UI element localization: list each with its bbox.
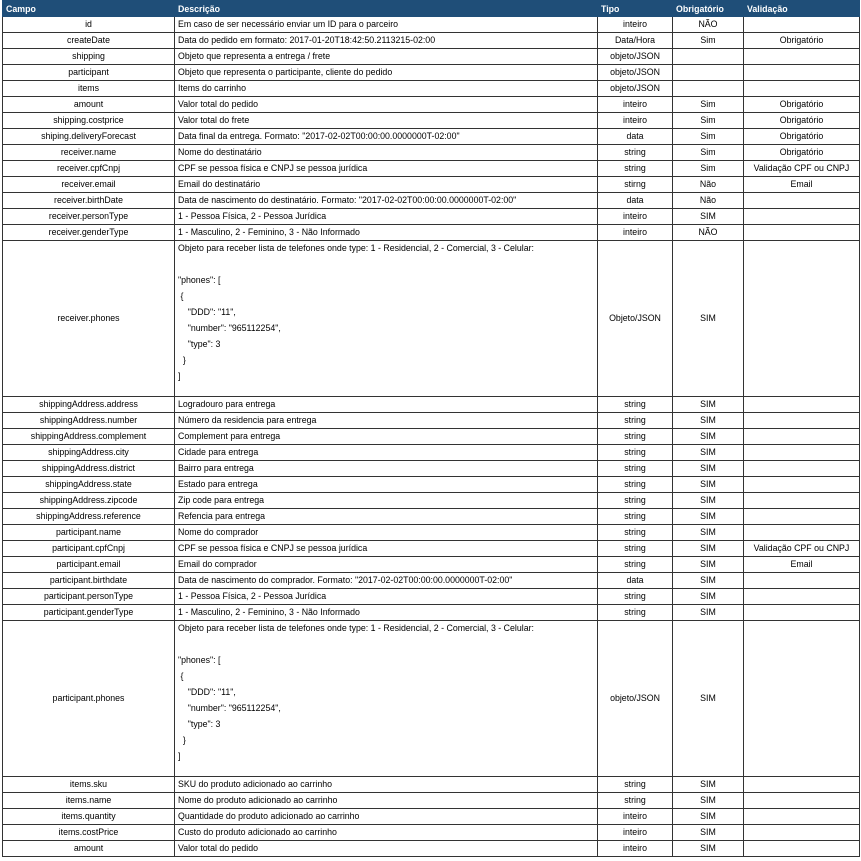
cell-obrigatorio: Sim bbox=[673, 33, 744, 49]
cell-descricao: Logradouro para entrega bbox=[175, 397, 598, 413]
cell-tipo: string bbox=[598, 525, 673, 541]
cell-obrigatorio: SIM bbox=[673, 825, 744, 841]
cell-tipo: objeto/JSON bbox=[598, 81, 673, 97]
table-row bbox=[3, 809, 860, 825]
cell-descricao: Data de nascimento do comprador. Formato: "2017-02-02T00:00:00.0000000T-02:00" bbox=[175, 573, 598, 589]
cell-validacao bbox=[744, 461, 860, 477]
cell-descricao: Complement para entrega bbox=[175, 429, 598, 445]
cell-obrigatorio bbox=[673, 81, 744, 97]
cell-tipo: inteiro bbox=[598, 841, 673, 857]
cell-obrigatorio: SIM bbox=[673, 841, 744, 857]
cell-obrigatorio: SIM bbox=[673, 461, 744, 477]
table-row bbox=[3, 509, 860, 525]
cell-obrigatorio: NÃO bbox=[673, 225, 744, 241]
cell-tipo: string bbox=[598, 541, 673, 557]
table-row bbox=[3, 573, 860, 589]
cell-obrigatorio: SIM bbox=[673, 525, 744, 541]
cell-descricao: Custo do produto adicionado ao carrinho bbox=[175, 825, 598, 841]
cell-descricao: Valor total do pedido bbox=[175, 841, 598, 857]
cell-descricao: Data final da entrega. Formato: "2017-02-02T00:00:00.0000000T-02:00" bbox=[175, 129, 598, 145]
table-row bbox=[3, 605, 860, 621]
cell-obrigatorio: Sim bbox=[673, 145, 744, 161]
cell-descricao: Email do comprador bbox=[175, 557, 598, 573]
cell-obrigatorio: SIM bbox=[673, 209, 744, 225]
cell-descricao: Valor total do pedido bbox=[175, 97, 598, 113]
cell-descricao: Nome do destinatário bbox=[175, 145, 598, 161]
table-row bbox=[3, 225, 860, 241]
cell-obrigatorio: SIM bbox=[673, 493, 744, 509]
cell-tipo: data bbox=[598, 573, 673, 589]
cell-tipo: string bbox=[598, 557, 673, 573]
cell-tipo: string bbox=[598, 161, 673, 177]
table-row bbox=[3, 49, 860, 65]
cell-validacao bbox=[744, 509, 860, 525]
cell-campo: shippingAddress.district bbox=[3, 461, 175, 477]
cell-tipo: inteiro bbox=[598, 809, 673, 825]
table-row bbox=[3, 113, 860, 129]
cell-tipo: data bbox=[598, 193, 673, 209]
table-row bbox=[3, 541, 860, 557]
cell-descricao bbox=[175, 241, 598, 397]
cell-obrigatorio: SIM bbox=[673, 509, 744, 525]
cell-obrigatorio: SIM bbox=[673, 809, 744, 825]
cell-validacao: Email bbox=[744, 557, 860, 573]
cell-validacao bbox=[744, 573, 860, 589]
cell-tipo: string bbox=[598, 509, 673, 525]
cell-obrigatorio: Sim bbox=[673, 129, 744, 145]
cell-descricao: Estado para entrega bbox=[175, 477, 598, 493]
table-row bbox=[3, 621, 860, 777]
cell-tipo: string bbox=[598, 145, 673, 161]
cell-obrigatorio: SIM bbox=[673, 605, 744, 621]
cell-validacao: Validação CPF ou CNPJ bbox=[744, 161, 860, 177]
cell-tipo: objeto/JSON bbox=[598, 49, 673, 65]
cell-obrigatorio: Sim bbox=[673, 113, 744, 129]
cell-validacao: Email bbox=[744, 177, 860, 193]
cell-obrigatorio: SIM bbox=[673, 241, 744, 397]
header-campo: Campo bbox=[3, 1, 175, 17]
table-row bbox=[3, 413, 860, 429]
cell-validacao bbox=[744, 445, 860, 461]
json-example: "phones": [ { "DDD": "11", "number": "965112254", "type": 3 } ] bbox=[178, 275, 281, 381]
cell-obrigatorio: Sim bbox=[673, 97, 744, 113]
cell-tipo: string bbox=[598, 477, 673, 493]
json-example: "phones": [ { "DDD": "11", "number": "965112254", "type": 3 } ] bbox=[178, 655, 281, 761]
cell-tipo: string bbox=[598, 493, 673, 509]
cell-validacao bbox=[744, 525, 860, 541]
cell-tipo: stirng bbox=[598, 177, 673, 193]
cell-descricao: 1 - Masculino, 2 - Feminino, 3 - Não Informado bbox=[175, 225, 598, 241]
cell-validacao bbox=[744, 65, 860, 81]
cell-campo: items bbox=[3, 81, 175, 97]
cell-validacao: Obrigatório bbox=[744, 129, 860, 145]
cell-campo: receiver.phones bbox=[3, 241, 175, 397]
cell-validacao bbox=[744, 493, 860, 509]
cell-campo: participant.phones bbox=[3, 621, 175, 777]
cell-tipo: data bbox=[598, 129, 673, 145]
cell-validacao bbox=[744, 589, 860, 605]
cell-tipo: string bbox=[598, 605, 673, 621]
table-row bbox=[3, 461, 860, 477]
cell-obrigatorio: SIM bbox=[673, 413, 744, 429]
cell-campo: id bbox=[3, 17, 175, 33]
cell-campo: shipping bbox=[3, 49, 175, 65]
table-row bbox=[3, 589, 860, 605]
table-row bbox=[3, 841, 860, 857]
table-row bbox=[3, 397, 860, 413]
cell-tipo: string bbox=[598, 461, 673, 477]
table-row bbox=[3, 129, 860, 145]
cell-campo: createDate bbox=[3, 33, 175, 49]
cell-campo: shippingAddress.address bbox=[3, 397, 175, 413]
table-row bbox=[3, 493, 860, 509]
table-row bbox=[3, 193, 860, 209]
table-row bbox=[3, 793, 860, 809]
cell-campo: receiver.birthDate bbox=[3, 193, 175, 209]
cell-campo: items.sku bbox=[3, 777, 175, 793]
cell-obrigatorio bbox=[673, 65, 744, 81]
cell-descricao: Nome do produto adicionado ao carrinho bbox=[175, 793, 598, 809]
cell-campo: shippingAddress.state bbox=[3, 477, 175, 493]
table-row bbox=[3, 145, 860, 161]
header-tipo: Tipo bbox=[598, 1, 673, 17]
cell-obrigatorio: SIM bbox=[673, 557, 744, 573]
cell-obrigatorio: SIM bbox=[673, 777, 744, 793]
cell-obrigatorio bbox=[673, 49, 744, 65]
cell-validacao bbox=[744, 49, 860, 65]
cell-campo: shippingAddress.complement bbox=[3, 429, 175, 445]
cell-validacao: Obrigatório bbox=[744, 97, 860, 113]
cell-validacao bbox=[744, 777, 860, 793]
table-row bbox=[3, 429, 860, 445]
cell-obrigatorio: NÃO bbox=[673, 17, 744, 33]
header-obrigatorio: Obrigatório bbox=[673, 1, 744, 17]
table-row bbox=[3, 241, 860, 397]
cell-campo: shippingAddress.number bbox=[3, 413, 175, 429]
table-row bbox=[3, 97, 860, 113]
cell-tipo: string bbox=[598, 777, 673, 793]
cell-campo: receiver.genderType bbox=[3, 225, 175, 241]
cell-validacao: Validação CPF ou CNPJ bbox=[744, 541, 860, 557]
cell-campo: participant.name bbox=[3, 525, 175, 541]
cell-descricao: Cidade para entrega bbox=[175, 445, 598, 461]
cell-obrigatorio: SIM bbox=[673, 477, 744, 493]
cell-descricao: SKU do produto adicionado ao carrinho bbox=[175, 777, 598, 793]
cell-obrigatorio: SIM bbox=[673, 541, 744, 557]
cell-descricao: Items do carrinho bbox=[175, 81, 598, 97]
table-row bbox=[3, 477, 860, 493]
cell-validacao bbox=[744, 429, 860, 445]
header-validacao: Validação bbox=[744, 1, 860, 17]
cell-descricao: Em caso de ser necessário enviar um ID para o parceiro bbox=[175, 17, 598, 33]
cell-tipo: string bbox=[598, 429, 673, 445]
cell-obrigatorio: SIM bbox=[673, 397, 744, 413]
cell-tipo: inteiro bbox=[598, 209, 673, 225]
cell-tipo: objeto/JSON bbox=[598, 65, 673, 81]
cell-obrigatorio: Sim bbox=[673, 161, 744, 177]
cell-campo: shipping.costprice bbox=[3, 113, 175, 129]
field-spec-table bbox=[2, 0, 860, 857]
table-row bbox=[3, 445, 860, 461]
cell-campo: participant.cpfCnpj bbox=[3, 541, 175, 557]
cell-campo: amount bbox=[3, 841, 175, 857]
header-descricao: Descrição bbox=[175, 1, 598, 17]
table-row bbox=[3, 161, 860, 177]
cell-validacao bbox=[744, 477, 860, 493]
cell-descricao: Valor total do frete bbox=[175, 113, 598, 129]
cell-tipo: string bbox=[598, 793, 673, 809]
cell-validacao bbox=[744, 793, 860, 809]
cell-descricao: Nome do comprador bbox=[175, 525, 598, 541]
cell-validacao bbox=[744, 225, 860, 241]
cell-obrigatorio: Não bbox=[673, 177, 744, 193]
cell-validacao bbox=[744, 825, 860, 841]
cell-tipo: Objeto/JSON bbox=[598, 241, 673, 397]
cell-descricao bbox=[175, 621, 598, 777]
cell-campo: shippingAddress.reference bbox=[3, 509, 175, 525]
cell-obrigatorio: SIM bbox=[673, 793, 744, 809]
table-row bbox=[3, 177, 860, 193]
cell-descricao: Refencia para entrega bbox=[175, 509, 598, 525]
cell-campo: items.quantity bbox=[3, 809, 175, 825]
cell-campo: shiping.deliveryForecast bbox=[3, 129, 175, 145]
cell-descricao-text: Objeto para receber lista de telefones onde type: 1 - Residencial, 2 - Comercial, 3 - Celular: bbox=[178, 623, 534, 633]
table-row bbox=[3, 777, 860, 793]
cell-descricao: Data de nascimento do destinatário. Formato: "2017-02-02T00:00:00.0000000T-02:00" bbox=[175, 193, 598, 209]
cell-tipo: inteiro bbox=[598, 225, 673, 241]
cell-obrigatorio: SIM bbox=[673, 621, 744, 777]
cell-tipo: inteiro bbox=[598, 113, 673, 129]
cell-tipo: string bbox=[598, 445, 673, 461]
cell-tipo: inteiro bbox=[598, 825, 673, 841]
cell-campo: items.name bbox=[3, 793, 175, 809]
cell-descricao: Quantidade do produto adicionado ao carrinho bbox=[175, 809, 598, 825]
cell-campo: participant.genderType bbox=[3, 605, 175, 621]
cell-campo: receiver.name bbox=[3, 145, 175, 161]
cell-campo: receiver.cpfCnpj bbox=[3, 161, 175, 177]
cell-validacao bbox=[744, 413, 860, 429]
cell-validacao: Obrigatório bbox=[744, 113, 860, 129]
table-row bbox=[3, 65, 860, 81]
cell-descricao: 1 - Pessoa Física, 2 - Pessoa Jurídica bbox=[175, 589, 598, 605]
cell-descricao: Data do pedido em formato: 2017-01-20T18:42:50.2113215-02:00 bbox=[175, 33, 598, 49]
cell-tipo: string bbox=[598, 397, 673, 413]
cell-validacao bbox=[744, 809, 860, 825]
cell-tipo: inteiro bbox=[598, 17, 673, 33]
cell-descricao: Objeto que representa a entrega / frete bbox=[175, 49, 598, 65]
cell-descricao: Zip code para entrega bbox=[175, 493, 598, 509]
cell-obrigatorio: SIM bbox=[673, 589, 744, 605]
cell-descricao: Bairro para entrega bbox=[175, 461, 598, 477]
cell-campo: participant.personType bbox=[3, 589, 175, 605]
cell-obrigatorio: SIM bbox=[673, 445, 744, 461]
cell-validacao bbox=[744, 397, 860, 413]
cell-validacao bbox=[744, 841, 860, 857]
cell-validacao bbox=[744, 193, 860, 209]
cell-descricao: 1 - Pessoa Física, 2 - Pessoa Jurídica bbox=[175, 209, 598, 225]
cell-campo: items.costPrice bbox=[3, 825, 175, 841]
cell-descricao: Email do destinatário bbox=[175, 177, 598, 193]
cell-validacao: Obrigatório bbox=[744, 33, 860, 49]
cell-validacao bbox=[744, 17, 860, 33]
table-row bbox=[3, 825, 860, 841]
table-row bbox=[3, 525, 860, 541]
cell-campo: participant.email bbox=[3, 557, 175, 573]
cell-campo: shippingAddress.zipcode bbox=[3, 493, 175, 509]
table-row bbox=[3, 557, 860, 573]
cell-tipo: inteiro bbox=[598, 97, 673, 113]
cell-campo: shippingAddress.city bbox=[3, 445, 175, 461]
cell-tipo: string bbox=[598, 589, 673, 605]
cell-campo: participant bbox=[3, 65, 175, 81]
cell-descricao-text: Objeto para receber lista de telefones onde type: 1 - Residencial, 2 - Comercial, 3 - Celular: bbox=[178, 243, 534, 253]
cell-campo: participant.birthdate bbox=[3, 573, 175, 589]
cell-validacao bbox=[744, 81, 860, 97]
cell-descricao: Objeto que representa o participante, cliente do pedido bbox=[175, 65, 598, 81]
cell-validacao: Obrigatório bbox=[744, 145, 860, 161]
table-body bbox=[3, 17, 860, 857]
table-row bbox=[3, 81, 860, 97]
cell-tipo: Data/Hora bbox=[598, 33, 673, 49]
cell-campo: amount bbox=[3, 97, 175, 113]
cell-campo: receiver.personType bbox=[3, 209, 175, 225]
cell-descricao: 1 - Masculino, 2 - Feminino, 3 - Não Informado bbox=[175, 605, 598, 621]
cell-validacao bbox=[744, 605, 860, 621]
cell-descricao: CPF se pessoa física e CNPJ se pessoa jurídica bbox=[175, 541, 598, 557]
table-row bbox=[3, 33, 860, 49]
cell-validacao bbox=[744, 209, 860, 225]
cell-tipo: string bbox=[598, 413, 673, 429]
header-row bbox=[3, 1, 860, 17]
cell-validacao bbox=[744, 241, 860, 397]
cell-descricao: CPF se pessoa física e CNPJ se pessoa jurídica bbox=[175, 161, 598, 177]
cell-tipo: objeto/JSON bbox=[598, 621, 673, 777]
cell-validacao bbox=[744, 621, 860, 777]
cell-obrigatorio: SIM bbox=[673, 429, 744, 445]
cell-campo: receiver.email bbox=[3, 177, 175, 193]
cell-obrigatorio: Não bbox=[673, 193, 744, 209]
table-row bbox=[3, 209, 860, 225]
table-row bbox=[3, 17, 860, 33]
cell-obrigatorio: SIM bbox=[673, 573, 744, 589]
cell-descricao: Número da residencia para entrega bbox=[175, 413, 598, 429]
